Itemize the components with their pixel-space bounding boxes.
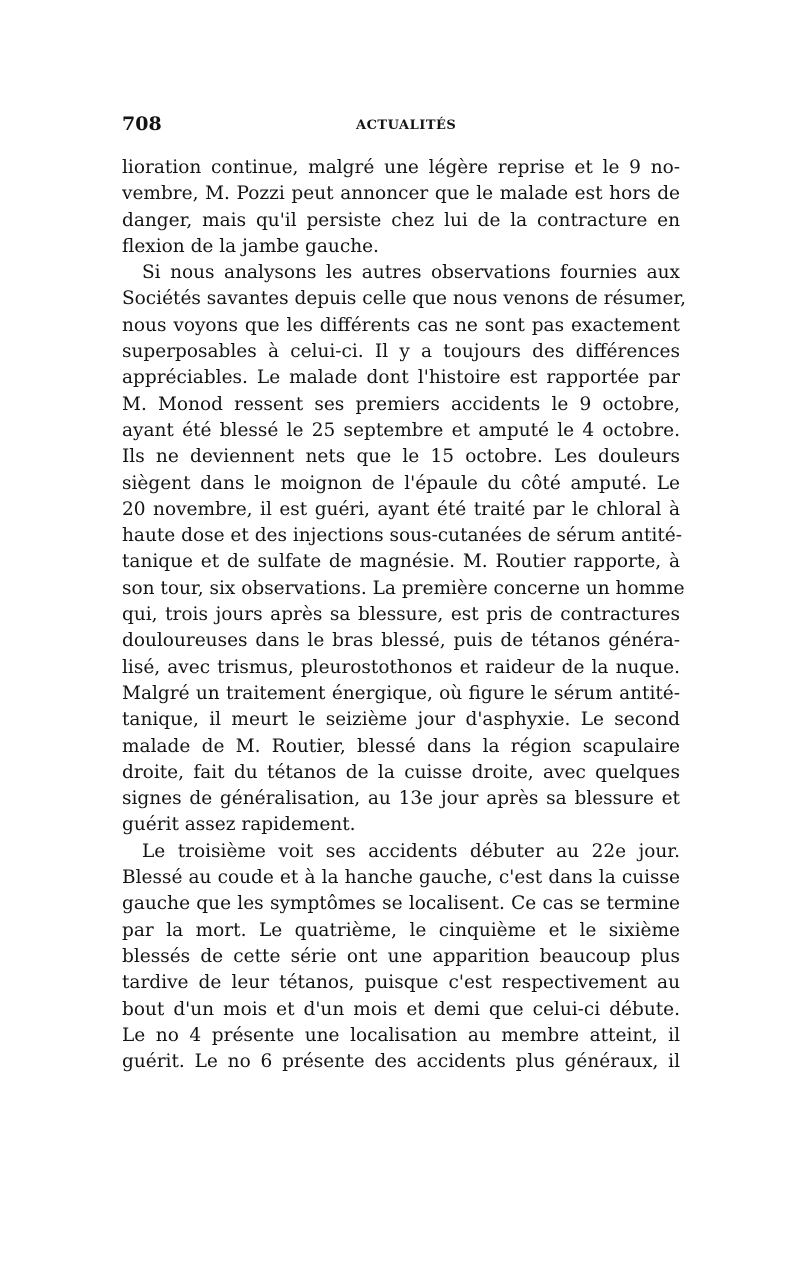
- text-line: tardive de leur tétanos, puisque c'est respectivement au: [122, 972, 680, 994]
- text-line: lioration continue, malgré une légère reprise et le 9 no-: [122, 157, 680, 178]
- text-line: qui, trois jours après sa blessure, est pris de contractures: [122, 604, 680, 626]
- text-line: droite, fait du tétanos de la cuisse droite, avec quelques: [122, 761, 680, 783]
- text-line: siègent dans le moignon de l'épaule du côté amputé. Le: [122, 472, 680, 494]
- page-number: 708: [122, 113, 162, 135]
- text-line: M. Monod ressent ses premiers accidents le 9 octobre,: [122, 393, 680, 415]
- text-line: vembre, M. Pozzi peut annoncer que le malade est hors de: [122, 183, 680, 205]
- text-line: guérit assez rapidement.: [122, 814, 356, 836]
- text-line: douloureuses dans le bras blessé, puis de tétanos généra-: [122, 630, 680, 652]
- text-line: bout d'un mois et d'un mois et demi que celui-ci débute.: [122, 998, 680, 1020]
- text-line: Le troisième voit ses accidents débuter au 22e jour.: [142, 840, 680, 862]
- text-line: blessés de cette série ont une apparition beaucoup plus: [122, 945, 680, 967]
- text-line: tanique et de sulfate de magnésie. M. Routier rapporte, à: [122, 551, 680, 573]
- text-line: lisé, avec trismus, pleurostothonos et raideur de la nuque.: [122, 656, 680, 678]
- text-line: ayant été blessé le 25 septembre et amputé le 4 octobre.: [122, 419, 680, 441]
- text-line: superposables à celui-ci. Il y a toujours des différences: [122, 341, 680, 363]
- text-line: nous voyons que les différents cas ne sont pas exactement: [122, 314, 680, 336]
- text-line: Ils ne deviennent nets que le 15 octobre. Les douleurs: [122, 446, 680, 468]
- text-line: Le no 4 présente une localisation au membre atteint, il: [122, 1024, 680, 1046]
- text-line: Si nous analysons les autres observations fournies aux: [142, 262, 680, 284]
- text-line: son tour, six observations. La première concerne un homme: [122, 577, 685, 599]
- text-line: malade de M. Routier, blessé dans la région scapulaire: [122, 735, 680, 757]
- text-line: guérit. Le no 6 présente des accidents plus généraux, il: [122, 1051, 680, 1073]
- running-head: ACTUALITÉS: [356, 118, 457, 133]
- body-text: [122, 155, 687, 1075]
- text-line: danger, mais qu'il persiste chez lui de la contracture en: [122, 209, 680, 231]
- page-header: [122, 110, 680, 138]
- text-line: Malgré un traitement énergique, où figure le sérum antité-: [122, 682, 680, 704]
- text-line: Blessé au coude et à la hanche gauche, c'est dans la cuisse: [122, 867, 680, 889]
- text-line: flexion de la jambe gauche.: [122, 235, 379, 257]
- text-line: tanique, il meurt le seizième jour d'asphyxie. Le second: [122, 709, 680, 731]
- text-line: gauche que les symptômes se localisent. Ce cas se termine: [122, 893, 680, 915]
- text-line: par la mort. Le quatrième, le cinquième et le sixième: [122, 919, 680, 941]
- text-line: 20 novembre, il est guéri, ayant été traité par le chloral à: [122, 498, 680, 520]
- text-line: haute dose et des injections sous-cutanées de sérum antité-: [122, 525, 682, 547]
- text-line: appréciables. Le malade dont l'histoire est rapportée par: [122, 367, 680, 389]
- text-line: Sociétés savantes depuis celle que nous venons de résumer,: [122, 288, 687, 310]
- text-line: signes de généralisation, au 13e jour après sa blessure et: [122, 788, 680, 810]
